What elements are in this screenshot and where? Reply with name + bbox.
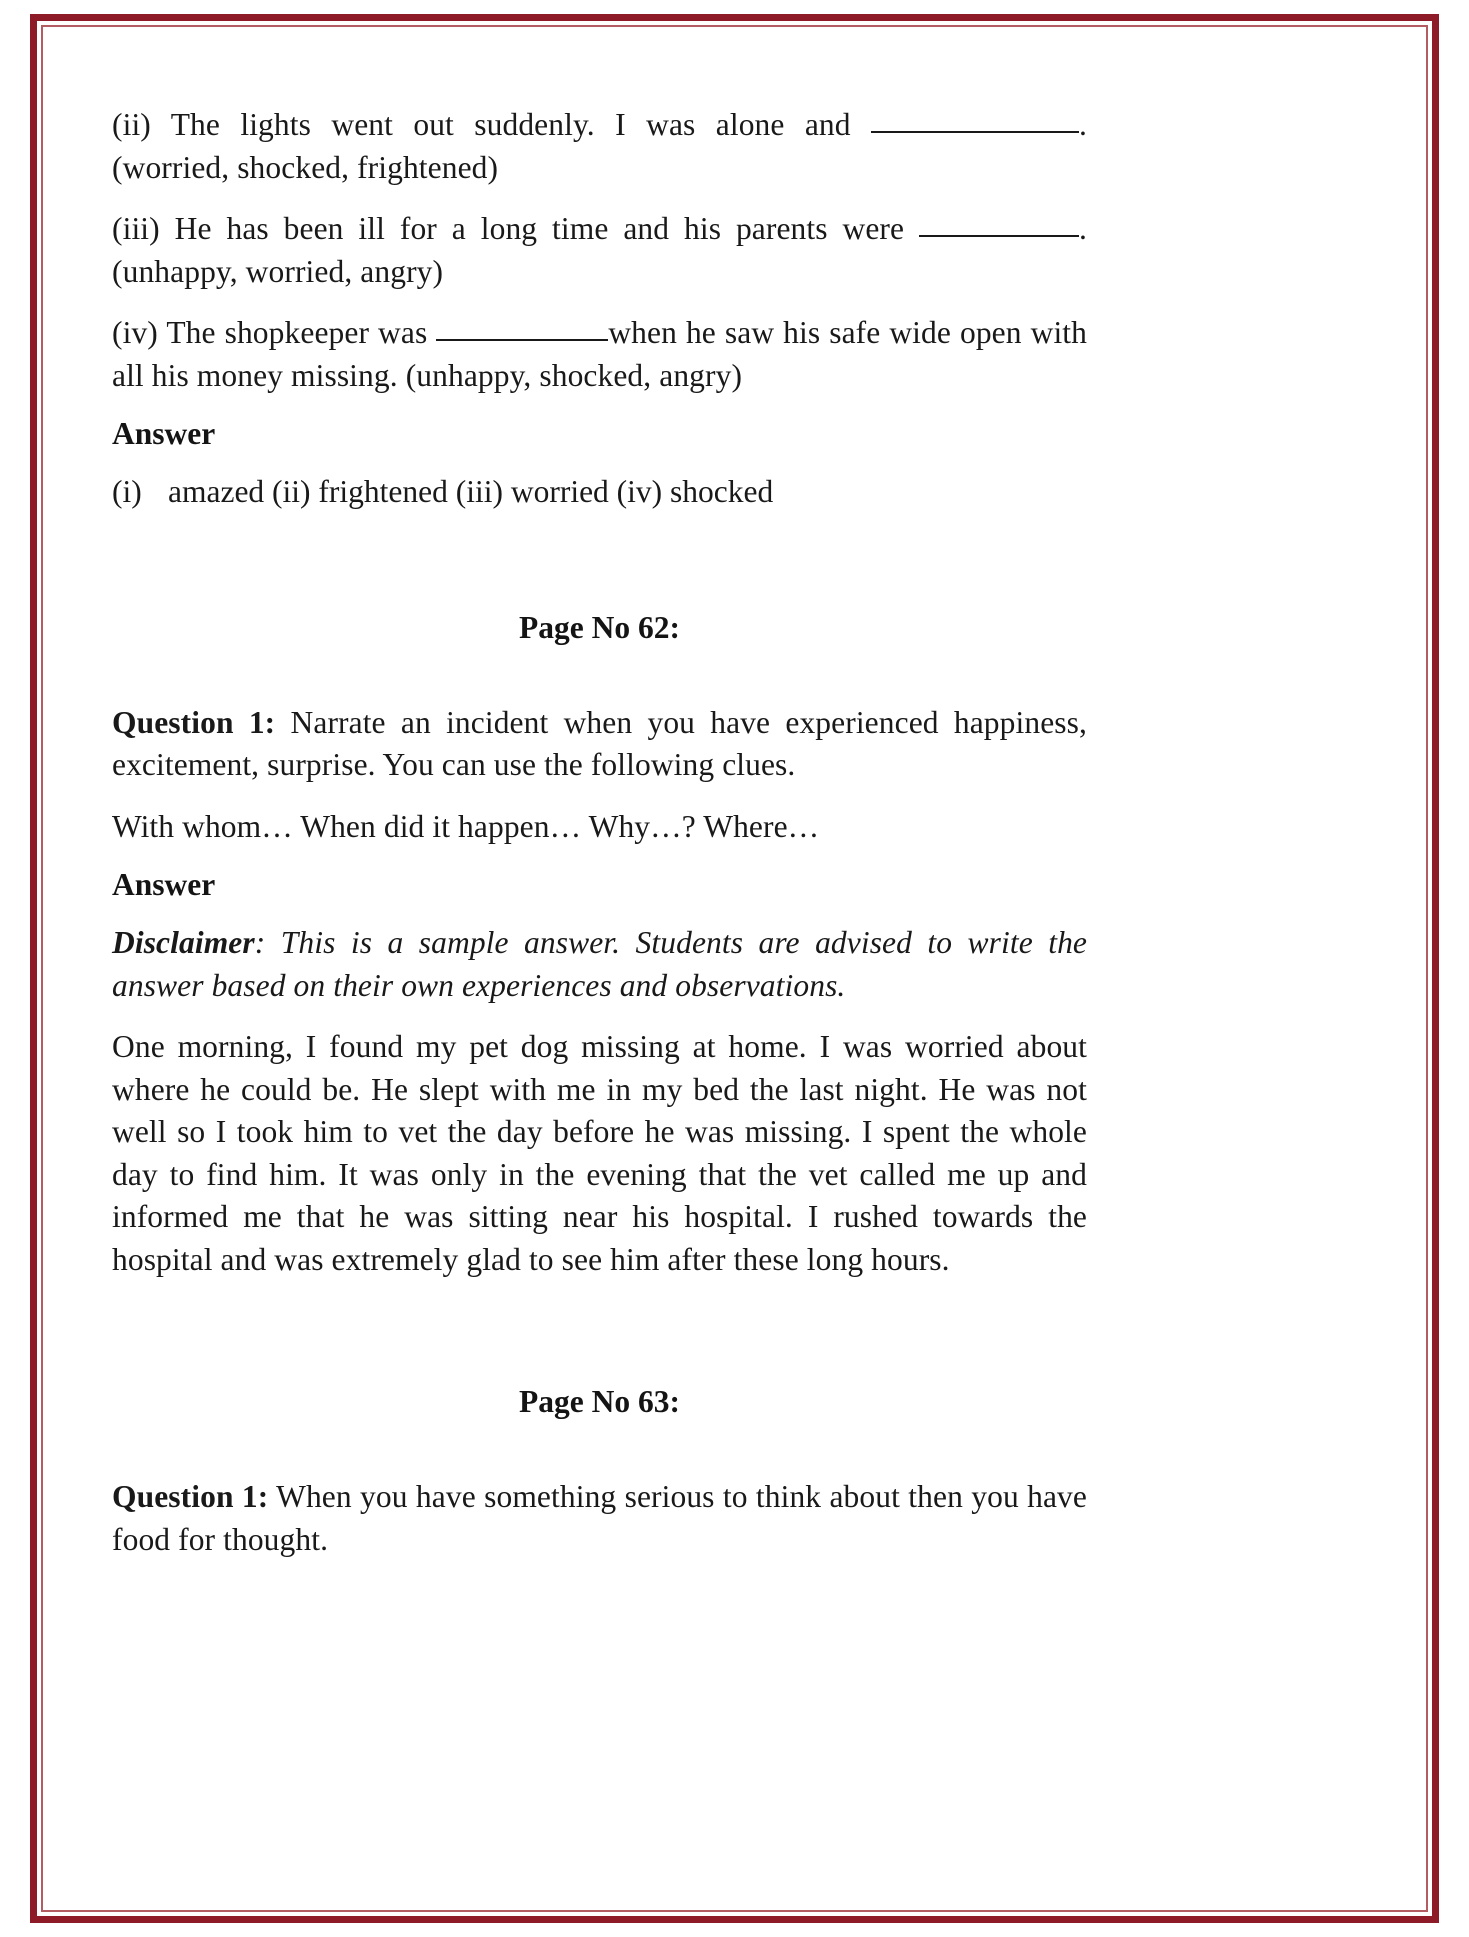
question-63-label: Question 1: xyxy=(112,1479,269,1515)
question-62-text: Narrate an incident when you have experienced happiness, excitement, surprise. You can use the following clues. xyxy=(112,704,1087,783)
answer-line-1 xyxy=(112,471,1087,514)
question-62-label: Question 1: xyxy=(112,704,276,740)
item-iii-text-after: . xyxy=(1079,211,1087,247)
answer-heading-2: Answer xyxy=(112,867,216,903)
item-iii-options: (unhappy, worried, angry) xyxy=(112,253,444,289)
question-62 xyxy=(112,702,1087,787)
section-spacer-4 xyxy=(112,1420,1087,1476)
item-ii-label: (ii) xyxy=(112,107,151,142)
answer-line-index: (i) xyxy=(112,474,142,510)
item-iii-text-before: He has been ill for a long time and his parents were xyxy=(174,211,905,247)
section-spacer-2 xyxy=(112,646,1087,702)
fill-blank-item-iv xyxy=(112,312,1087,397)
item-ii-options: (worried, shocked, frightened) xyxy=(112,149,499,185)
fill-blank-item-ii xyxy=(112,104,1087,189)
item-ii-text-after: . xyxy=(1079,107,1088,142)
section-spacer-1 xyxy=(112,514,1087,610)
item-iii-blank xyxy=(919,235,1079,237)
disclaimer-note xyxy=(112,922,1087,1007)
item-iv-label: (iv) xyxy=(112,315,158,351)
section-spacer-3 xyxy=(112,1300,1087,1384)
item-iii-label: (iii) xyxy=(112,211,160,247)
page-heading-62: Page No 62: xyxy=(519,609,680,645)
answer-heading-1: Answer xyxy=(112,416,216,452)
sample-answer-paragraph: One morning, I found my pet dog missing at home. I was worried about where he could be. He slept with me in my bed the last night. He was not well so I took him to vet the day before he was missing. I spent the whole day to find him. It was only in the evening that the vet called me up and informed me that he was sitting near his hospital. I rushed towards the hospital and was extremely glad to see him after these long hours. xyxy=(112,1029,1087,1277)
question-63-text: When you have something serious to think about then you have food for thought. xyxy=(112,1479,1087,1557)
item-ii-blank xyxy=(871,131,1079,133)
document-content xyxy=(112,104,1087,1580)
answer-line-text: amazed (ii) frightened (iii) worried (iv) shocked xyxy=(168,474,774,510)
page-heading-63: Page No 63: xyxy=(519,1384,680,1420)
question-63 xyxy=(112,1476,1087,1561)
disclaimer-word: Disclaimer xyxy=(112,925,255,961)
clues-62: With whom… When did it happen… Why…? Where… xyxy=(112,808,820,844)
item-iv-blank xyxy=(436,339,608,341)
item-iv-options: (unhappy, shocked, angry) xyxy=(405,357,743,393)
fill-blank-item-iii xyxy=(112,208,1087,293)
item-iv-text-after: when he saw his safe wide open with all his money missing. xyxy=(112,315,1087,393)
disclaimer-text: : This is a sample answer. Students are advised to write the answer based on their own experiences and observations. xyxy=(112,925,1087,1003)
item-ii-text-before: The lights went out suddenly. I was alone and xyxy=(170,107,851,142)
item-iv-text-before: The shopkeeper was xyxy=(166,315,428,351)
